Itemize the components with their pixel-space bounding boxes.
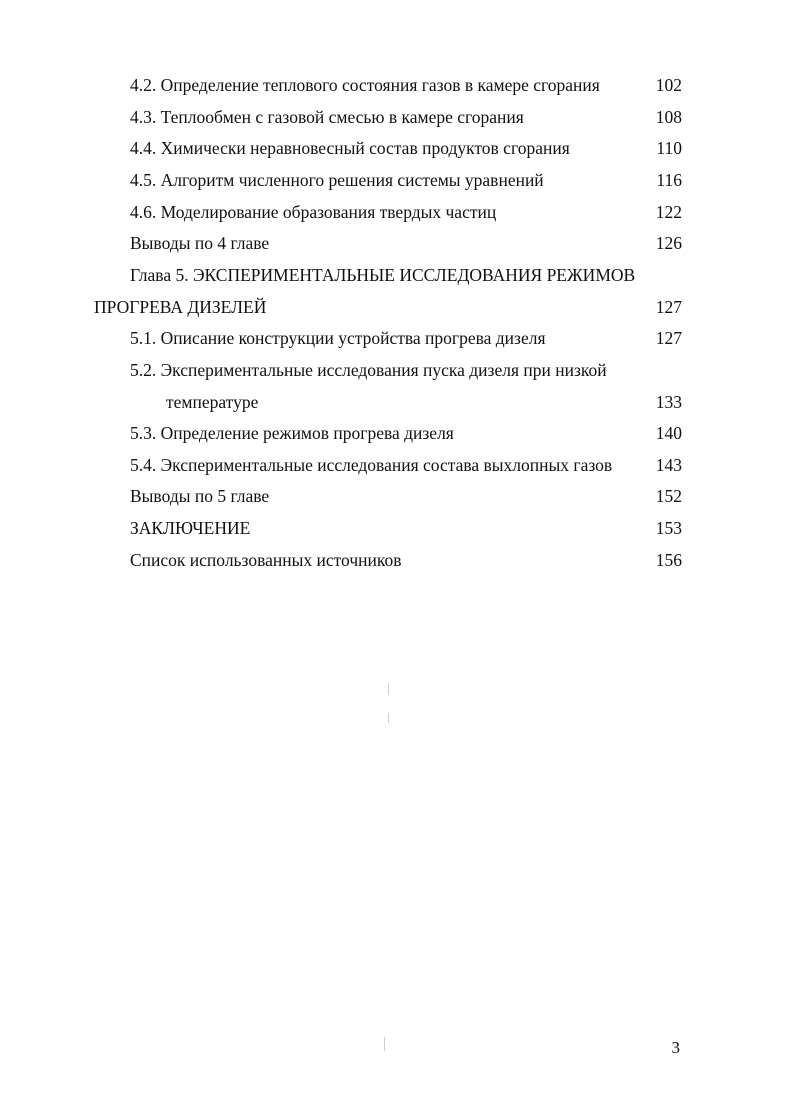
toc-entry-chapter-5-title-line2: ПРОГРЕВА ДИЗЕЛЕЙ (94, 297, 267, 317)
toc-entry-4-6-page: 122 (655, 202, 682, 222)
toc-entry-4-2-title: 4.2. Определение теплового состояния газов в камере сгорания (130, 75, 600, 95)
toc-entry-5-4-page: 143 (655, 455, 682, 475)
toc-entry-5-1-title: 5.1. Описание конструкции устройства прогрева дизеля (130, 328, 546, 348)
toc-entry-chapter-5-title-line1: Глава 5. ЭКСПЕРИМЕНТАЛЬНЫЕ ИССЛЕДОВАНИЯ РЕЖИМОВ (130, 265, 636, 285)
toc-entry-4-4-title: 4.4. Химически неравновесный состав продуктов сгорания (130, 138, 570, 158)
toc-entry-references-page: 156 (655, 550, 682, 570)
toc-entry-references-title: Список использованных источников (130, 550, 402, 570)
scan-artifact (388, 683, 389, 695)
toc-entry-conclusions-5-title: Выводы по 5 главе (130, 486, 270, 506)
toc-entry-4-5-page: 116 (656, 170, 682, 190)
toc-entry-conclusions-4-page: 126 (655, 233, 682, 253)
scan-artifact (384, 1037, 385, 1051)
toc-entry-5-3-page: 140 (655, 423, 682, 443)
toc-entry-5-2-title-line1: 5.2. Экспериментальные исследования пуска дизеля при низкой (130, 360, 607, 380)
toc-entry-4-3-page: 108 (655, 107, 682, 127)
toc-entry-conclusions-4-title: Выводы по 4 главе (130, 233, 270, 253)
toc-entry-4-6-title: 4.6. Моделирование образования твердых частиц (130, 202, 497, 222)
toc-entry-4-5-title: 4.5. Алгоритм численного решения системы уравнений (130, 170, 544, 190)
toc-entry-5-1-page: 127 (655, 328, 682, 348)
scan-artifact (388, 713, 389, 723)
toc-entry-4-4-page: 110 (656, 138, 682, 158)
toc-entry-4-3-title: 4.3. Теплообмен с газовой смесью в камере сгорания (130, 107, 524, 127)
toc-entry-chapter-5-page: 127 (655, 297, 682, 317)
toc-entry-conclusion-page: 153 (655, 518, 682, 538)
toc-entry-5-4-title: 5.4. Экспериментальные исследования состава выхлопных газов (130, 455, 613, 475)
toc-entry-5-2-title-line2: температуре (166, 392, 259, 412)
toc-entry-5-3-title: 5.3. Определение режимов прогрева дизеля (130, 423, 454, 443)
toc-entry-4-2-page: 102 (655, 75, 682, 95)
toc-entry-5-2-page: 133 (655, 392, 682, 412)
toc-entry-conclusions-5-page: 152 (655, 486, 682, 506)
toc-entry-conclusion-title: ЗАКЛЮЧЕНИЕ (130, 518, 251, 538)
page-number: 3 (671, 1038, 680, 1057)
